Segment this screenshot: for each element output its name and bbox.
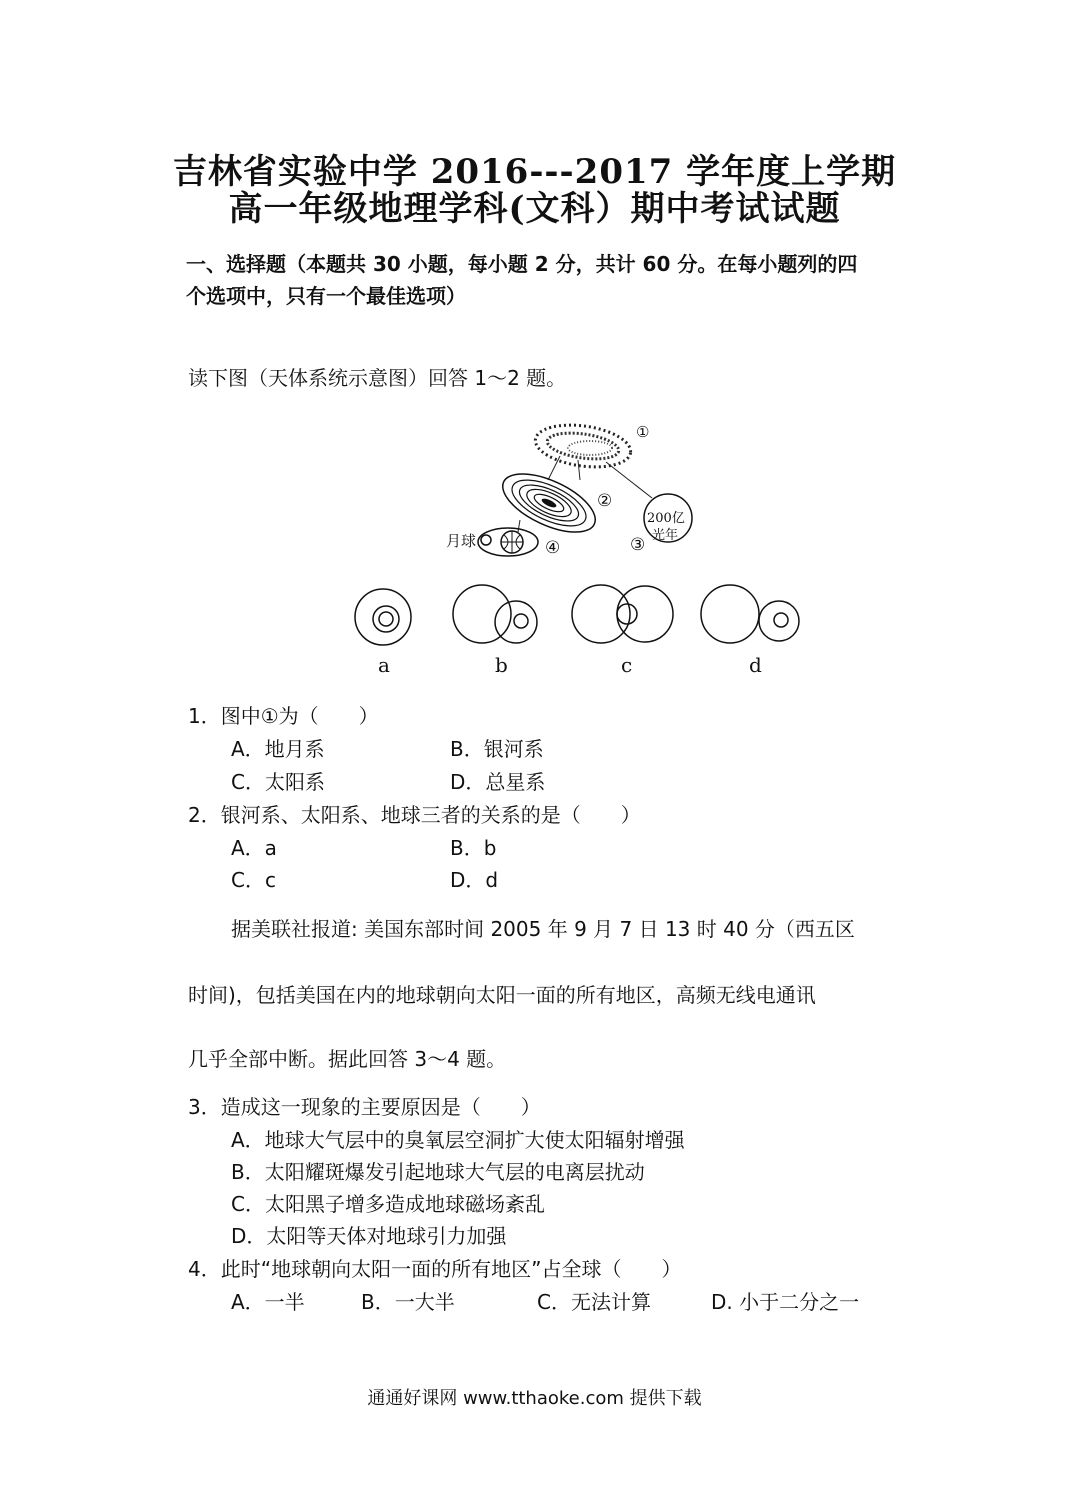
q2-stem: 2．银河系、太阳系、地球三者的关系的是（ ）: [188, 803, 641, 827]
intro-text: 读下图（天体系统示意图）回答 1～2 题。: [188, 366, 567, 390]
q1-option-c: C．太阳系: [231, 770, 325, 794]
q4-option-b: B．一大半: [361, 1290, 455, 1314]
q3-stem: 3．造成这一现象的主要原因是（ ）: [188, 1095, 541, 1119]
q2-option-c: C．c: [231, 868, 276, 892]
option-label-b: b: [495, 653, 508, 677]
q3-option-a: A．地球大气层中的臭氧层空洞扩大使太阳辐射增强: [231, 1128, 685, 1152]
passage-line1: 据美联社报道: 美国东部时间 2005 年 9 月 7 日 13 时 40 分（西五区: [231, 917, 855, 941]
celestial-system-diagram: [0, 0, 1069, 700]
q2-option-a: A．a: [231, 836, 277, 860]
q1-option-b: B．银河系: [450, 737, 544, 761]
q4-option-d: D. 小于二分之一: [711, 1290, 860, 1314]
q1-option-d: D．总星系: [450, 770, 546, 794]
label-4: ④: [545, 538, 561, 558]
label-moon: 月球: [446, 532, 477, 550]
q1-stem: 1．图中①为（ ）: [188, 704, 379, 728]
passage-line3: 几乎全部中断。据此回答 3～4 题。: [188, 1047, 507, 1071]
q4-stem: 4．此时“地球朝向太阳一面的所有地区”占全球（ ）: [188, 1257, 682, 1281]
exam-title-line2: 高一年级地理学科(文科）期中考试试题: [228, 189, 841, 229]
section-heading-line1: 一、选择题（本题共 30 小题，每小题 2 分，共计 60 分。在每小题列的四: [186, 252, 858, 276]
q3-option-d: D．太阳等天体对地球引力加强: [231, 1224, 507, 1248]
q2-option-d: D．d: [450, 868, 499, 892]
q4-option-a: A．一半: [231, 1290, 305, 1314]
footer-text: 通通好课网 www.tthaoke.com 提供下载: [367, 1388, 702, 1409]
label-3: ③: [630, 535, 646, 555]
option-label-c: c: [621, 653, 633, 677]
passage-line2: 时间)，包括美国在内的地球朝向太阳一面的所有地区，高频无线电通讯: [188, 983, 816, 1007]
q4-option-c: C．无法计算: [537, 1290, 651, 1314]
section-heading-line2: 个选项中，只有一个最佳选项）: [186, 284, 466, 308]
exam-title-line1: 吉林省实验中学 2016---2017 学年度上学期: [172, 152, 897, 192]
q1-option-a: A．地月系: [231, 737, 325, 761]
label-distance-1: 200亿: [647, 511, 685, 526]
label-distance-2: 光年: [652, 528, 679, 543]
q2-option-b: B．b: [450, 836, 497, 860]
label-1: ①: [636, 423, 650, 441]
q3-option-b: B．太阳耀斑爆发引起地球大气层的电离层扰动: [231, 1160, 645, 1184]
option-label-d: d: [749, 653, 762, 677]
label-2: ②: [597, 491, 613, 511]
option-label-a: a: [378, 653, 390, 677]
q3-option-c: C．太阳黑子增多造成地球磁场紊乱: [231, 1192, 545, 1216]
